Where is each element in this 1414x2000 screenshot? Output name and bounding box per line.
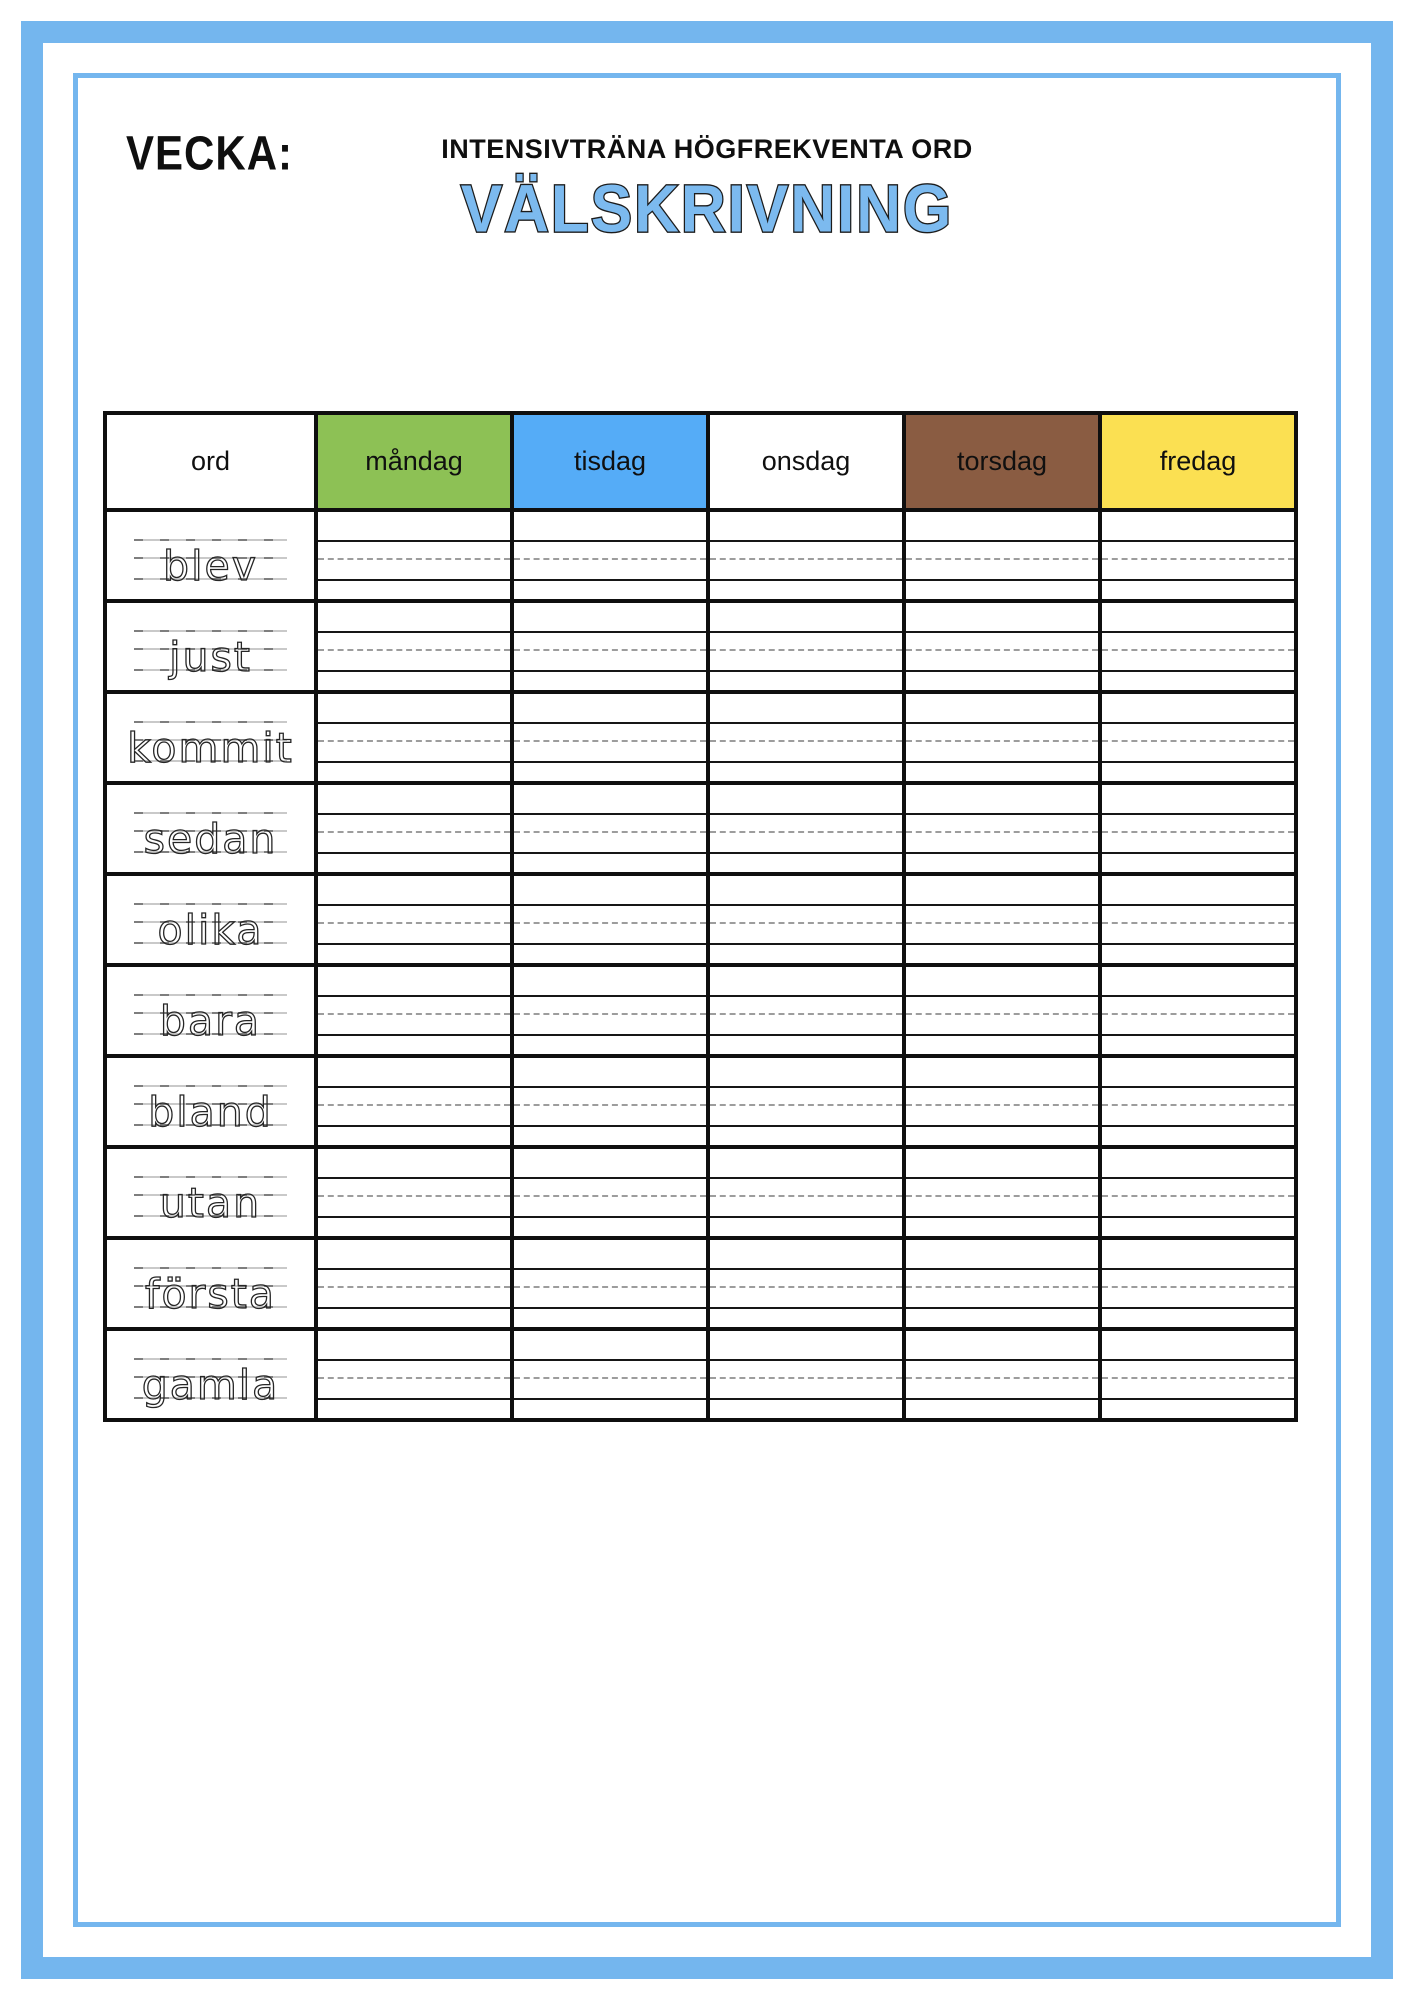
practice-cell (1098, 781, 1294, 872)
writing-top-line (906, 722, 1098, 724)
practice-cell (706, 1327, 902, 1418)
writing-baseline (318, 579, 510, 581)
writing-dashed-midline (514, 1377, 706, 1379)
word-column-header: ord (107, 415, 314, 508)
writing-baseline (906, 1216, 1098, 1218)
practice-cell (1098, 1236, 1294, 1327)
writing-dashed-midline (710, 649, 902, 651)
practice-cell (510, 1145, 706, 1236)
day-column-header: tisdag (510, 415, 706, 508)
writing-dashed-midline (1102, 1377, 1294, 1379)
practice-cell (706, 1145, 902, 1236)
trace-word: olika (157, 906, 264, 954)
writing-dashed-midline (710, 1104, 902, 1106)
writing-baseline (710, 1216, 902, 1218)
writing-top-line (318, 1359, 510, 1361)
word-cell (107, 872, 314, 963)
writing-top-line (318, 1086, 510, 1088)
writing-dashed-midline (514, 558, 706, 560)
trace-word: gamla (141, 1361, 280, 1409)
writing-top-line (318, 631, 510, 633)
word-guide-line (134, 1176, 287, 1178)
writing-top-line (318, 1268, 510, 1270)
writing-dashed-midline (906, 1013, 1098, 1015)
week-label: VECKA: (126, 126, 294, 181)
practice-cell (510, 1236, 706, 1327)
writing-top-line (318, 540, 510, 542)
writing-baseline (710, 1307, 902, 1309)
writing-top-line (710, 540, 902, 542)
writing-baseline (318, 852, 510, 854)
writing-dashed-midline (710, 1286, 902, 1288)
trace-word: sedan (143, 815, 278, 863)
writing-dashed-midline (710, 1377, 902, 1379)
writing-dashed-midline (318, 1286, 510, 1288)
trace-word: kommit (127, 724, 294, 772)
writing-baseline (318, 1216, 510, 1218)
writing-baseline (1102, 1398, 1294, 1400)
practice-cell (314, 872, 510, 963)
writing-baseline (1102, 943, 1294, 945)
writing-top-line (710, 904, 902, 906)
trace-word: bara (159, 997, 262, 1045)
practice-cell (314, 690, 510, 781)
writing-baseline (1102, 852, 1294, 854)
writing-baseline (514, 579, 706, 581)
writing-baseline (1102, 1216, 1294, 1218)
writing-top-line (318, 995, 510, 997)
writing-top-line (1102, 1268, 1294, 1270)
writing-dashed-midline (318, 1195, 510, 1197)
practice-cell (902, 1327, 1098, 1418)
practice-cell (1098, 599, 1294, 690)
word-guide-line (134, 721, 287, 723)
writing-top-line (710, 1177, 902, 1179)
practice-cell (902, 963, 1098, 1054)
writing-dashed-midline (1102, 831, 1294, 833)
writing-top-line (1102, 631, 1294, 633)
writing-dashed-midline (318, 1104, 510, 1106)
writing-dashed-midline (514, 649, 706, 651)
practice-cell (510, 599, 706, 690)
page-title: VÄLSKRIVNING (460, 172, 954, 247)
practice-cell (706, 1054, 902, 1145)
practice-cell (314, 1327, 510, 1418)
writing-dashed-midline (1102, 1104, 1294, 1106)
writing-top-line (906, 1268, 1098, 1270)
writing-baseline (1102, 761, 1294, 763)
writing-baseline (906, 852, 1098, 854)
writing-dashed-midline (1102, 649, 1294, 651)
practice-cell (314, 1236, 510, 1327)
trace-word: just (169, 633, 252, 681)
practice-cell (314, 599, 510, 690)
writing-baseline (710, 943, 902, 945)
writing-dashed-midline (1102, 1286, 1294, 1288)
word-cell (107, 599, 314, 690)
writing-top-line (514, 540, 706, 542)
writing-dashed-midline (514, 1013, 706, 1015)
practice-cell (902, 872, 1098, 963)
writing-top-line (1102, 722, 1294, 724)
writing-baseline (710, 1125, 902, 1127)
writing-top-line (710, 1268, 902, 1270)
writing-baseline (710, 579, 902, 581)
word-guide-line (134, 903, 287, 905)
writing-baseline (1102, 1125, 1294, 1127)
practice-cell (510, 1054, 706, 1145)
writing-dashed-midline (710, 922, 902, 924)
writing-baseline (318, 1307, 510, 1309)
practice-cell (510, 1327, 706, 1418)
practice-cell (510, 508, 706, 599)
practice-cell (314, 1054, 510, 1145)
writing-dashed-midline (1102, 922, 1294, 924)
writing-top-line (514, 1268, 706, 1270)
practice-cell (706, 963, 902, 1054)
writing-dashed-midline (710, 1195, 902, 1197)
word-guide-line (134, 630, 287, 632)
writing-top-line (710, 995, 902, 997)
writing-top-line (906, 540, 1098, 542)
writing-baseline (318, 761, 510, 763)
word-cell (107, 690, 314, 781)
writing-top-line (710, 631, 902, 633)
practice-cell (1098, 1145, 1294, 1236)
writing-baseline (710, 1034, 902, 1036)
trace-word: bland (148, 1088, 273, 1136)
word-cell (107, 963, 314, 1054)
writing-dashed-midline (514, 922, 706, 924)
writing-baseline (514, 943, 706, 945)
writing-top-line (514, 995, 706, 997)
writing-dashed-midline (906, 1377, 1098, 1379)
writing-top-line (710, 813, 902, 815)
writing-dashed-midline (318, 558, 510, 560)
writing-baseline (906, 579, 1098, 581)
trace-word: utan (159, 1179, 262, 1227)
writing-top-line (514, 904, 706, 906)
practice-cell (706, 781, 902, 872)
writing-dashed-midline (514, 1104, 706, 1106)
writing-top-line (906, 1086, 1098, 1088)
writing-top-line (1102, 813, 1294, 815)
writing-dashed-midline (906, 649, 1098, 651)
writing-dashed-midline (1102, 1195, 1294, 1197)
practice-cell (314, 1145, 510, 1236)
writing-top-line (514, 1177, 706, 1179)
writing-top-line (514, 631, 706, 633)
trace-word: blev (163, 542, 258, 590)
writing-baseline (906, 1398, 1098, 1400)
writing-baseline (514, 1125, 706, 1127)
day-column-header: fredag (1098, 415, 1294, 508)
writing-top-line (906, 1177, 1098, 1179)
practice-cell (902, 781, 1098, 872)
writing-top-line (1102, 995, 1294, 997)
practice-cell (314, 508, 510, 599)
writing-baseline (318, 1034, 510, 1036)
writing-top-line (710, 1086, 902, 1088)
writing-dashed-midline (1102, 740, 1294, 742)
writing-dashed-midline (514, 831, 706, 833)
writing-dashed-midline (514, 1286, 706, 1288)
practice-cell (1098, 1054, 1294, 1145)
writing-dashed-midline (710, 831, 902, 833)
writing-dashed-midline (318, 1377, 510, 1379)
writing-top-line (1102, 1177, 1294, 1179)
word-guide-line (134, 994, 287, 996)
practice-cell (1098, 872, 1294, 963)
writing-dashed-midline (1102, 1013, 1294, 1015)
writing-baseline (514, 852, 706, 854)
practice-cell (902, 1236, 1098, 1327)
writing-baseline (710, 670, 902, 672)
writing-top-line (1102, 540, 1294, 542)
practice-cell (706, 1236, 902, 1327)
writing-baseline (906, 1034, 1098, 1036)
practice-cell (902, 690, 1098, 781)
practice-cell (510, 963, 706, 1054)
word-guide-line (134, 539, 287, 541)
writing-top-line (318, 813, 510, 815)
writing-baseline (1102, 1034, 1294, 1036)
practice-cell (1098, 1327, 1294, 1418)
writing-baseline (514, 1307, 706, 1309)
practice-cell (314, 781, 510, 872)
writing-baseline (710, 1398, 902, 1400)
writing-dashed-midline (906, 558, 1098, 560)
writing-dashed-midline (514, 1195, 706, 1197)
writing-baseline (514, 1398, 706, 1400)
writing-top-line (1102, 1086, 1294, 1088)
trace-word: första (145, 1270, 276, 1318)
writing-baseline (514, 670, 706, 672)
writing-dashed-midline (710, 558, 902, 560)
writing-dashed-midline (906, 1104, 1098, 1106)
writing-baseline (906, 670, 1098, 672)
writing-baseline (906, 1125, 1098, 1127)
writing-baseline (514, 761, 706, 763)
practice-cell (902, 1054, 1098, 1145)
writing-baseline (318, 943, 510, 945)
practice-cell (510, 872, 706, 963)
day-column-header: onsdag (706, 415, 902, 508)
writing-top-line (906, 995, 1098, 997)
writing-baseline (710, 761, 902, 763)
writing-baseline (1102, 1307, 1294, 1309)
word-cell (107, 1145, 314, 1236)
writing-baseline (710, 852, 902, 854)
writing-dashed-midline (318, 649, 510, 651)
writing-top-line (514, 1086, 706, 1088)
writing-dashed-midline (906, 1286, 1098, 1288)
writing-dashed-midline (906, 740, 1098, 742)
writing-baseline (514, 1034, 706, 1036)
writing-dashed-midline (318, 740, 510, 742)
writing-top-line (318, 1177, 510, 1179)
writing-top-line (906, 904, 1098, 906)
writing-baseline (318, 1125, 510, 1127)
writing-top-line (906, 1359, 1098, 1361)
writing-top-line (710, 722, 902, 724)
writing-dashed-midline (318, 922, 510, 924)
writing-dashed-midline (906, 1195, 1098, 1197)
practice-cell (902, 599, 1098, 690)
practice-cell (706, 508, 902, 599)
subtitle: INTENSIVTRÄNA HÖGFREKVENTA ORD (441, 134, 973, 164)
writing-baseline (318, 670, 510, 672)
writing-dashed-midline (710, 1013, 902, 1015)
writing-dashed-midline (906, 922, 1098, 924)
word-cell (107, 1054, 314, 1145)
writing-dashed-midline (514, 740, 706, 742)
writing-dashed-midline (318, 831, 510, 833)
writing-top-line (514, 813, 706, 815)
practice-cell (706, 872, 902, 963)
writing-top-line (906, 631, 1098, 633)
writing-baseline (1102, 579, 1294, 581)
writing-baseline (906, 1307, 1098, 1309)
word-cell (107, 508, 314, 599)
practice-cell (902, 1145, 1098, 1236)
day-column-header: torsdag (902, 415, 1098, 508)
word-guide-line (134, 1358, 287, 1360)
writing-baseline (318, 1398, 510, 1400)
word-cell (107, 1236, 314, 1327)
writing-dashed-midline (318, 1013, 510, 1015)
day-column-header: måndag (314, 415, 510, 508)
practice-cell (1098, 508, 1294, 599)
practice-cell (510, 781, 706, 872)
writing-top-line (1102, 1359, 1294, 1361)
practice-cell (902, 508, 1098, 599)
word-cell (107, 781, 314, 872)
practice-cell (1098, 690, 1294, 781)
writing-baseline (906, 943, 1098, 945)
writing-top-line (514, 722, 706, 724)
practice-cell (314, 963, 510, 1054)
writing-top-line (318, 722, 510, 724)
writing-top-line (710, 1359, 902, 1361)
word-cell (107, 1327, 314, 1418)
writing-top-line (514, 1359, 706, 1361)
practice-cell (1098, 963, 1294, 1054)
practice-cell (510, 690, 706, 781)
writing-top-line (318, 904, 510, 906)
word-guide-line (134, 1085, 287, 1087)
writing-baseline (906, 761, 1098, 763)
writing-top-line (906, 813, 1098, 815)
header-block (0, 134, 1414, 247)
writing-dashed-midline (1102, 558, 1294, 560)
writing-top-line (1102, 904, 1294, 906)
writing-baseline (514, 1216, 706, 1218)
writing-dashed-midline (906, 831, 1098, 833)
writing-dashed-midline (710, 740, 902, 742)
practice-cell (706, 599, 902, 690)
word-guide-line (134, 812, 287, 814)
word-guide-line (134, 1267, 287, 1269)
practice-cell (706, 690, 902, 781)
practice-table (103, 411, 1298, 1422)
writing-baseline (1102, 670, 1294, 672)
